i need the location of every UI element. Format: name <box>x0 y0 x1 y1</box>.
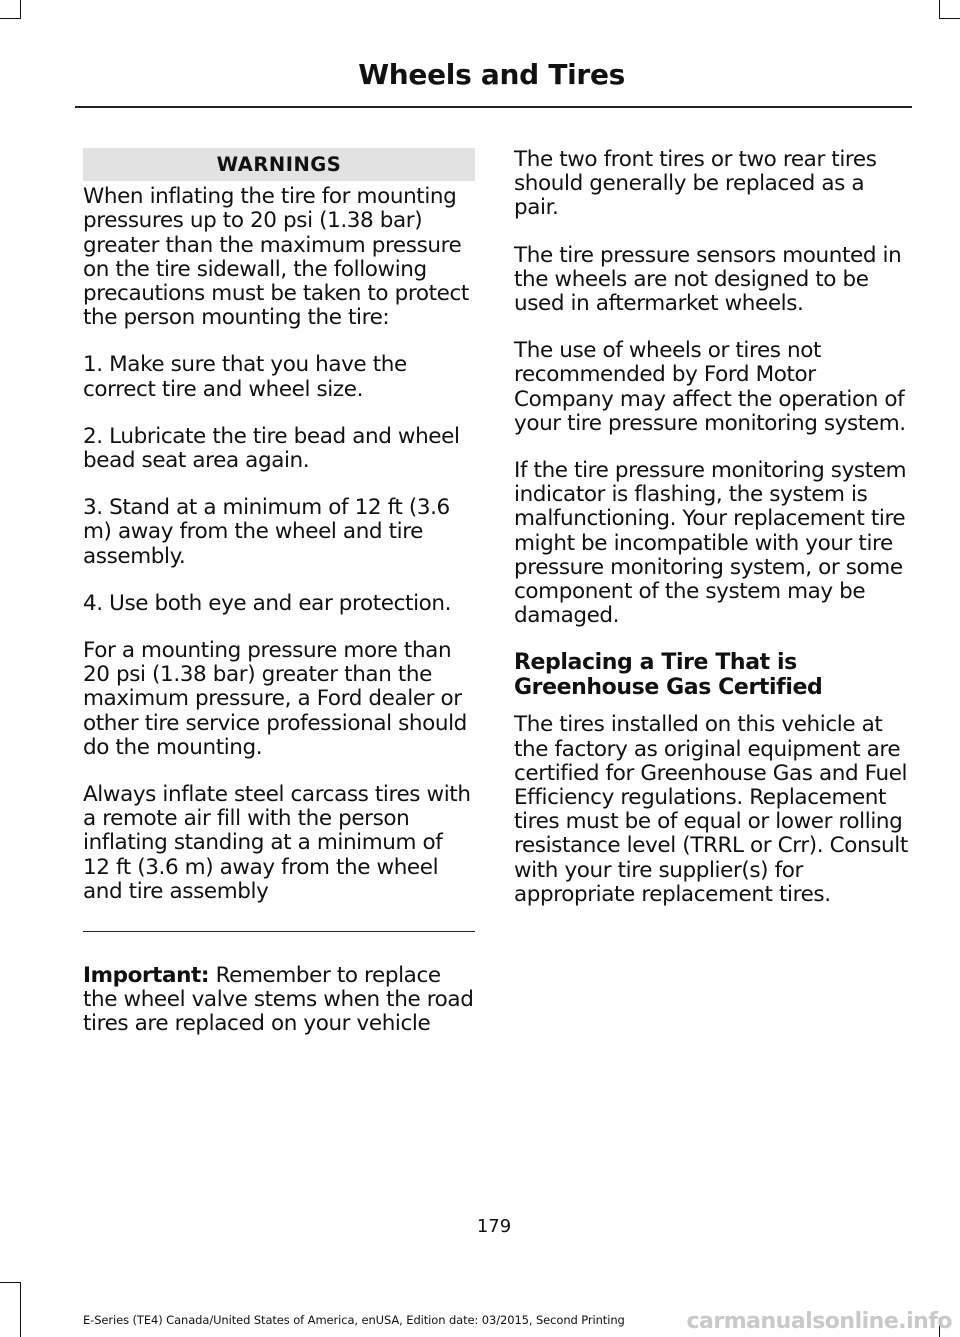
page-title: Wheels and Tires <box>358 58 625 91</box>
warning-step: 3. Stand at a minimum of 12 ft (3.6 m) away from the wheel and tire assembly. <box>83 495 450 569</box>
warning-end-divider <box>83 931 475 932</box>
important-label: Important: <box>83 963 210 989</box>
crop-mark <box>940 18 960 19</box>
right-column <box>514 148 908 930</box>
warning-step: 2. Lubricate the tire bead and wheel bead seat area again. <box>83 423 460 474</box>
crop-mark <box>0 18 20 19</box>
crop-mark <box>939 0 940 19</box>
warnings-heading: WARNINGS <box>83 148 475 181</box>
important-text: Remember to replace the wheel valve stems when the road tires are replaced on your vehicle <box>83 963 474 1037</box>
section-paragraph: The tires installed on this vehicle at the factory as original equipment are certified for Greenhouse Gas and Fuel Efficiency regulations. Replacement tires must be of equal or lower rolling resistance level (TRRL or Crr). Consult with your tire supplier(s) for appropriate replacement tires. <box>514 712 908 907</box>
left-column <box>83 148 475 1060</box>
body-paragraph: The two front tires or two rear tires should generally be replaced as a pair. <box>514 147 877 221</box>
crop-mark <box>0 1282 20 1283</box>
body-paragraph: The tire pressure sensors mounted in the wheels are not designed to be used in aftermarket wheels. <box>514 242 902 317</box>
warning-intro: When inflating the tire for mounting pressures up to 20 psi (1.38 bar) greater than the maximum pressure on the tire sidewall, the following precautions must be taken to protect the person mounting the tire: <box>83 184 469 331</box>
important-note <box>83 964 475 1037</box>
body-paragraph: The use of wheels or tires not recommended by Ford Motor Company may affect the operation of your tire pressure monitoring system. <box>514 338 906 436</box>
section-heading: Replacing a Tire That is Greenhouse Gas Certified <box>514 650 823 700</box>
crop-mark <box>20 0 21 19</box>
crop-mark <box>20 1282 21 1337</box>
warning-step: 1. Make sure that you have the correct tire and wheel size. <box>83 352 407 402</box>
warning-step: 4. Use both eye and ear protection. <box>83 590 452 616</box>
footer-text: E-Series (TE4) Canada/United States of America, enUSA, Edition date: 03/2015, Second Printing <box>83 1313 625 1327</box>
mounting-paragraph: For a mounting pressure more than 20 psi (1.38 bar) greater than the maximum pressure, a Ford dealer or other tire service professional should do the mounting. <box>83 638 467 760</box>
page-number: 179 <box>476 1216 512 1237</box>
watermark: carmanualsonline.info <box>686 1309 952 1334</box>
body-paragraph: If the tire pressure monitoring system indicator is flashing, the system is malfunctioning. Your replacement tire might be incompatible with your tire pressure monitoring system, or some component of the system may be damaged. <box>514 458 907 629</box>
steel-carcass-paragraph: Always inflate steel carcass tires with a remote air fill with the person inflating standing at a minimum of 12 ft (3.6 m) away from the wheel and tire assembly <box>83 782 471 904</box>
header-divider <box>75 106 912 108</box>
